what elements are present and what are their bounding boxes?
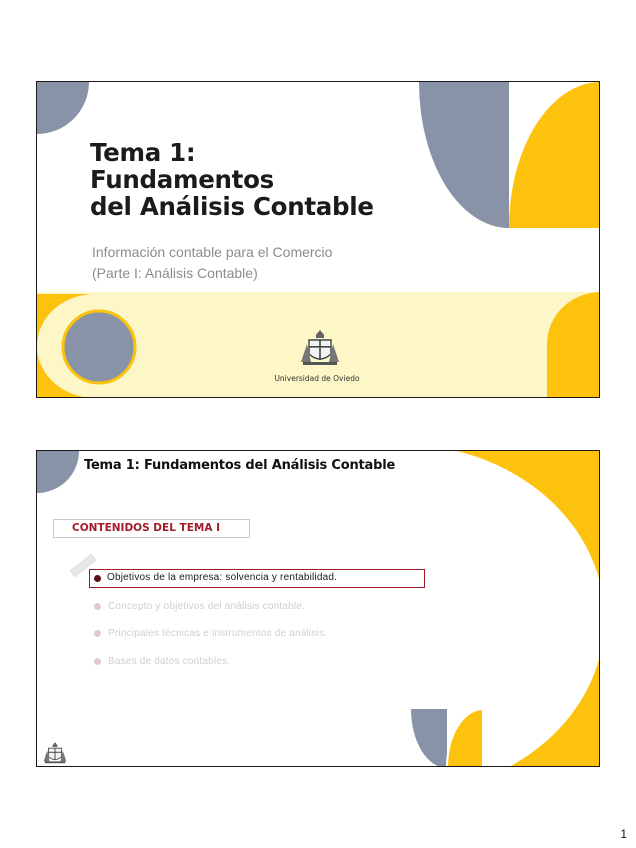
- small-gray-leaf-shape: [411, 709, 447, 767]
- bullet-dot-icon: [94, 575, 101, 582]
- right-yellow-shape: [547, 292, 600, 398]
- slide-title: Tema 1: Fundamentos del Análisis Contable: [90, 138, 374, 221]
- corner-quarter-circle-shape: [37, 451, 79, 493]
- university-crest-icon: [299, 328, 341, 368]
- page-number: 1: [620, 827, 627, 841]
- title-slide: [36, 81, 600, 398]
- list-item[interactable]: Concepto y objetivos del análisis contable.: [91, 597, 425, 616]
- gray-circle-shape: [63, 311, 135, 383]
- list-item-active[interactable]: Objetivos de la empresa: solvencia y rentabilidad.: [89, 569, 425, 588]
- university-name: Universidad de Oviedo: [274, 374, 360, 383]
- bullet-dot-icon: [94, 658, 101, 665]
- university-crest-icon: [40, 741, 70, 765]
- contents-slide: [36, 450, 600, 767]
- list-item[interactable]: Bases de datos contables.: [91, 652, 425, 671]
- list-item[interactable]: Principales técnicas e instrumentos de análisis.: [91, 624, 425, 643]
- bullet-dot-icon: [94, 603, 101, 610]
- slide-title: Tema 1: Fundamentos del Análisis Contable: [84, 458, 396, 473]
- bullet-dot-icon: [94, 630, 101, 637]
- small-yellow-leaf-shape: [447, 709, 483, 767]
- slide-subtitle: Información contable para el Comercio (Parte I: Análisis Contable): [92, 244, 333, 281]
- contents-heading: CONTENIDOS DEL TEMA I: [53, 519, 250, 538]
- contents-list: [91, 569, 425, 679]
